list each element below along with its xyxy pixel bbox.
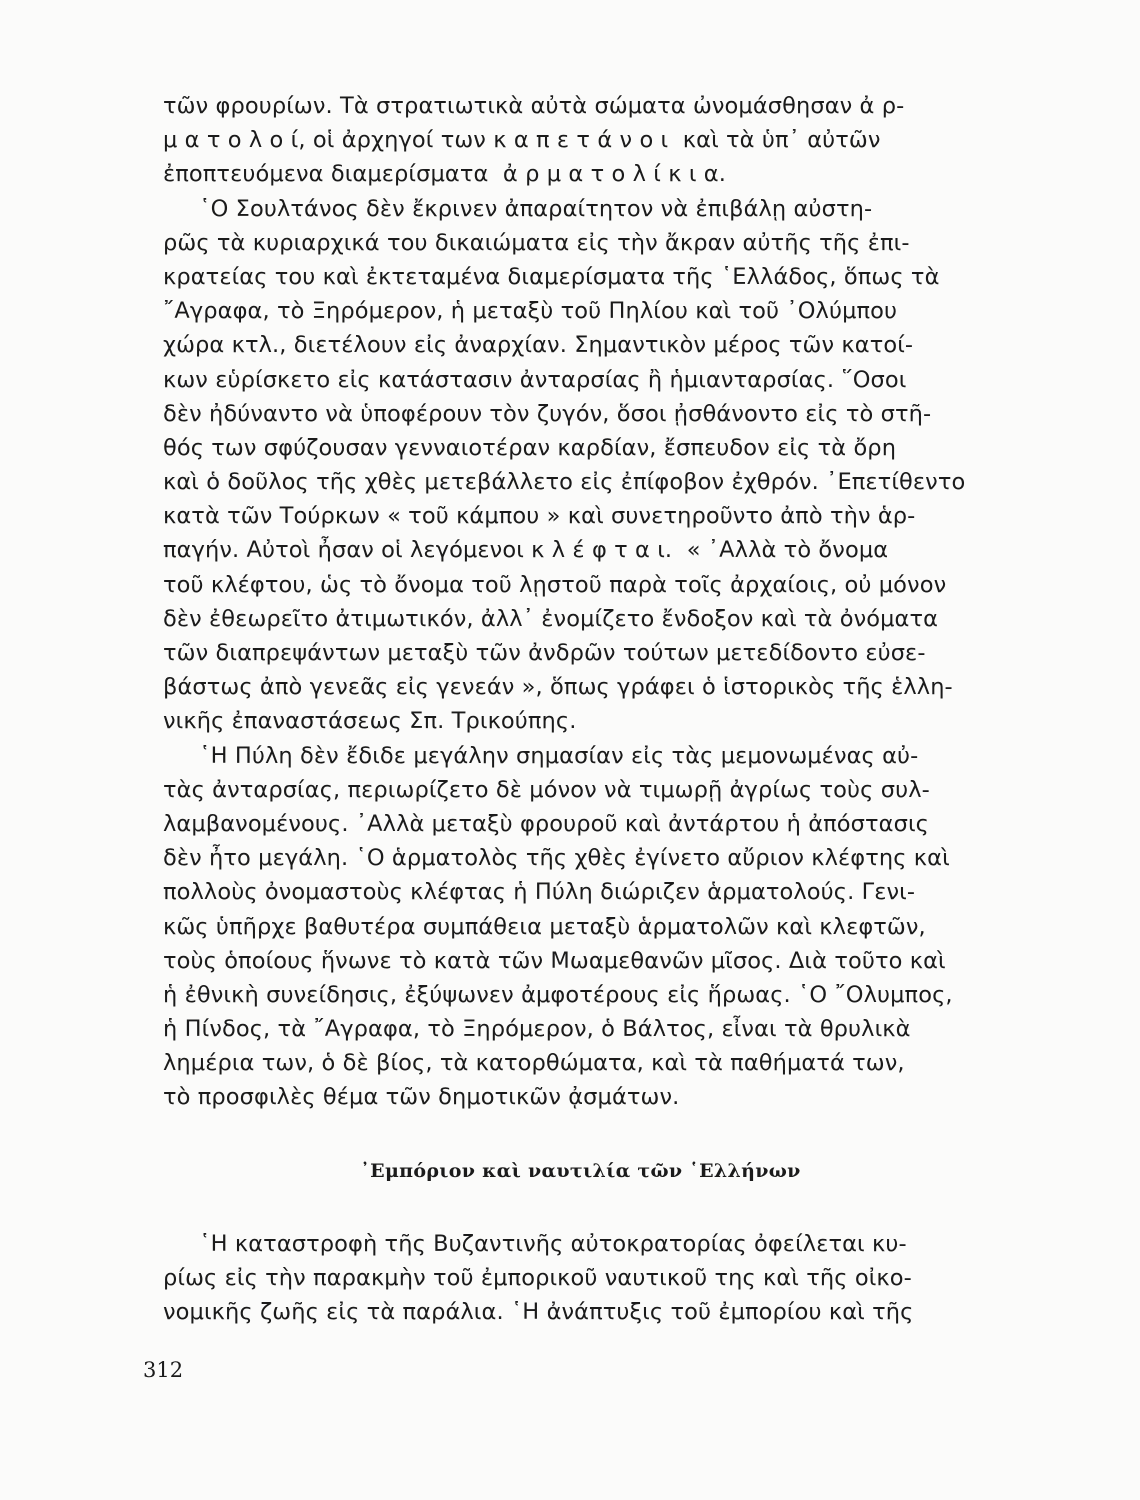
section-heading: ᾿Εμπόριον καὶ ναυτιλία τῶν ῾Ελλήνων bbox=[360, 1160, 801, 1182]
text-line: πολλοὺς ὀνομαστοὺς κλέφτας ἡ Πύλη διώριζεν ἁρματολούς. Γενι- bbox=[163, 879, 916, 906]
text-line: λημέρια των, ὁ δὲ βίος, τὰ κατορθώματα, καὶ τὰ παθήματά των, bbox=[163, 1050, 905, 1077]
text-line: τὸ προσφιλὲς θέμα τῶν δημοτικῶν ᾀσμάτων. bbox=[163, 1084, 680, 1111]
text-line: κων εὑρίσκετο εἰς κατάστασιν ἀνταρσίας ἢ ἡμιανταρσίας. ῞Οσοι bbox=[163, 366, 907, 393]
text-line: κῶς ὑπῆρχε βαθυτέρα συμπάθεια μεταξὺ ἁρματολῶν καὶ κλεφτῶν, bbox=[163, 913, 926, 940]
text-line: ἡ Πίνδος, τὰ ῎Αγραφα, τὸ Ξηρόμερον, ὁ Βάλτος, εἶναι τὰ θρυλικὰ bbox=[163, 1016, 911, 1043]
text-line: ἐποπτευόμενα διαμερίσματα ἀ ρ μ α τ ο λ ί κ ι α. bbox=[163, 161, 726, 188]
text-line: καὶ ὁ δοῦλος τῆς χθὲς μετεβάλλετο εἰς ἐπίφοβον ἐχθρόν. ᾿Επετίθεντο bbox=[163, 469, 966, 496]
text-line: τὰς ἀνταρσίας, περιωρίζετο δὲ μόνον νὰ τιμωρῇ ἀγρίως τοὺς συλ- bbox=[163, 776, 930, 803]
page-number: 312 bbox=[143, 1358, 184, 1382]
text-line: τοῦ κλέφτου, ὡς τὸ ὄνομα τοῦ λῃστοῦ παρὰ τοῖς ἀρχαίοις, οὐ μόνον bbox=[163, 571, 947, 598]
text-line: ῎Αγραφα, τὸ Ξηρόμερον, ἡ μεταξὺ τοῦ Πηλίου καὶ τοῦ ᾿Ολύμπου bbox=[163, 298, 898, 325]
section-text-block bbox=[163, 1227, 998, 1330]
text-line: ἡ ἐθνικὴ συνείδησις, ἐξύψωνεν ἀμφοτέρους εἰς ἥρωας. ῾Ο ῎Ολυμπος, bbox=[163, 981, 953, 1008]
text-line: κρατείας του καὶ ἐκτεταμένα διαμερίσματα τῆς ῾Ελλάδος, ὅπως τὰ bbox=[163, 263, 940, 290]
text-line: δὲν ἠδύναντο νὰ ὑποφέρουν τὸν ζυγόν, ὅσοι ᾐσθάνοντο εἰς τὸ στῆ- bbox=[163, 400, 932, 427]
text-line: τῶν διαπρεψάντων μεταξὺ τῶν ἀνδρῶν τούτων μετεδίδοντο εὐσε- bbox=[163, 640, 926, 666]
text-line: νικῆς ἐπαναστάσεως Σπ. Τρικούπης. bbox=[163, 708, 577, 735]
text-line: θός των σφύζουσαν γενναιοτέραν καρδίαν, ἔσπευδον εἰς τὰ ὄρη bbox=[163, 434, 897, 461]
text-line: μ α τ ο λ ο ί, οἱ ἀρχηγοί των κ α π ε τ ά ν ο ι καὶ τὰ ὑπ᾿ αὐτῶν bbox=[163, 127, 881, 154]
text-line: τοὺς ὁποίους ἥνωνε τὸ κατὰ τῶν Μωαμεθανῶν μῖσος. Διὰ τοῦτο καὶ bbox=[163, 947, 946, 974]
text-line: ῾Ο Σουλτάνος δὲν ἔκρινεν ἀπαραίτητον νὰ ἐπιβάλῃ αὐστη- bbox=[163, 195, 873, 222]
text-line: ῾Η καταστροφὴ τῆς Βυζαντινῆς αὐτοκρατορίας ὀφείλεται κυ- bbox=[163, 1231, 907, 1257]
text-line: παγήν. Αὐτοὶ ἦσαν οἱ λεγόμενοι κ λ έ φ τ α ι. « ᾿Αλλὰ τὸ ὄνομα bbox=[163, 537, 889, 564]
text-line: λαμβανομένους. ᾿Αλλὰ μεταξὺ φρουροῦ καὶ ἀντάρτου ἡ ἀπόστασις bbox=[163, 810, 929, 837]
text-line: τῶν φρουρίων. Τὰ στρατιωτικὰ αὐτὰ σώματα ὠνομάσθησαν ἀ ρ- bbox=[163, 93, 905, 119]
text-line: δὲν ἦτο μεγάλη. ῾Ο ἁρματολὸς τῆς χθὲς ἐγίνετο αὔριον κλέφτης καὶ bbox=[163, 845, 950, 872]
text-line: ρῶς τὰ κυριαρχικά του δικαιώματα εἰς τὴν ἄκραν αὐτῆς τῆς ἐπι- bbox=[163, 229, 910, 256]
text-line: χώρα κτλ., διετέλουν εἰς ἀναρχίαν. Σημαντικὸν μέρος τῶν κατοί- bbox=[163, 332, 914, 359]
main-text-block bbox=[163, 89, 998, 1115]
text-line: δὲν ἐθεωρεῖτο ἀτιμωτικόν, ἀλλ᾿ ἐνομίζετο ἔνδοξον καὶ τὰ ὀνόματα bbox=[163, 605, 939, 632]
text-line: νομικῆς ζωῆς εἰς τὰ παράλια. ῾Η ἀνάπτυξις τοῦ ἐμπορίου καὶ τῆς bbox=[163, 1299, 914, 1326]
text-line: βάστως ἀπὸ γενεᾶς εἰς γενεάν », ὅπως γράφει ὁ ἱστορικὸς τῆς ἑλλη- bbox=[163, 674, 953, 701]
text-line: ρίως εἰς τὴν παρακμὴν τοῦ ἐμπορικοῦ ναυτικοῦ της καὶ τῆς οἰκο- bbox=[163, 1265, 912, 1292]
text-line: κατὰ τῶν Τούρκων « τοῦ κάμπου » καὶ συνετηροῦντο ἀπὸ τὴν ἁρ- bbox=[163, 503, 916, 530]
text-line: ῾Η Πύλη δὲν ἔδιδε μεγάλην σημασίαν εἰς τὰς μεμονωμένας αὐ- bbox=[163, 742, 919, 769]
